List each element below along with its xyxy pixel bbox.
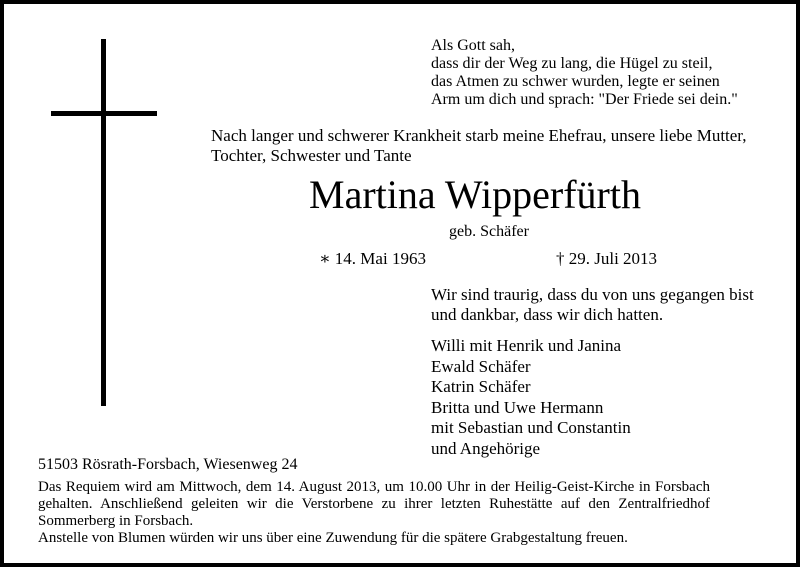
saying-line: Wir sind traurig, dass du von uns gegangen bist bbox=[431, 285, 754, 304]
mourner: Britta und Uwe Hermann bbox=[431, 397, 604, 417]
mourner: Ewald Schäfer bbox=[431, 356, 531, 376]
poem-line: Arm um dich und sprach: "Der Friede sei dein." bbox=[431, 91, 738, 108]
intro-text bbox=[211, 126, 747, 166]
mourner: Katrin Schäfer bbox=[431, 377, 531, 396]
cross-icon-bar bbox=[51, 111, 157, 116]
flowers-text: Anstelle von Blumen würden wir uns über eine Zuwendung für die spätere Grabgestaltung freuen. bbox=[38, 530, 628, 546]
mourner: mit Sebastian und Constantin bbox=[431, 418, 631, 437]
mourners-list bbox=[431, 336, 631, 459]
poem-line: dass dir der Weg zu lang, die Hügel zu steil, bbox=[431, 55, 713, 72]
death-date: † 29. Juli 2013 bbox=[556, 249, 658, 268]
intro-line: Tochter, Schwester und Tante bbox=[211, 146, 412, 165]
birth-date: ∗ 14. Mai 1963 bbox=[319, 249, 426, 268]
cross-icon bbox=[101, 39, 106, 406]
deceased-name: Martina Wipperfürth bbox=[309, 172, 641, 217]
poem-line: Als Gott sah, bbox=[431, 37, 515, 54]
funeral-notice bbox=[38, 479, 710, 547]
saying-line: und dankbar, dass wir dich hatten. bbox=[431, 305, 664, 324]
saying bbox=[431, 285, 754, 325]
poem-line: das Atmen zu schwer wurden, legte er seinen bbox=[431, 73, 720, 90]
mourner: Willi mit Henrik und Janina bbox=[431, 336, 622, 355]
mourner: und Angehörige bbox=[431, 438, 541, 458]
poem bbox=[431, 37, 738, 109]
maiden-name: geb. Schäfer bbox=[449, 223, 529, 240]
intro-line: Nach langer und schwerer Krankheit starb meine Ehefrau, unsere liebe Mutter, bbox=[211, 126, 747, 145]
requiem-text: Das Requiem wird am Mittwoch, dem 14. August 2013, um 10.00 Uhr in der Heilig-Geist-Kirche in Forsbach gehalten. Anschließend geleiten wir die Verstorbene zu ihrer letzten Ruhestätte auf den Zentralfriedhof Sommerberg in Forsbach. bbox=[38, 479, 710, 529]
address: 51503 Rösrath-Forsbach, Wiesenweg 24 bbox=[38, 456, 298, 473]
